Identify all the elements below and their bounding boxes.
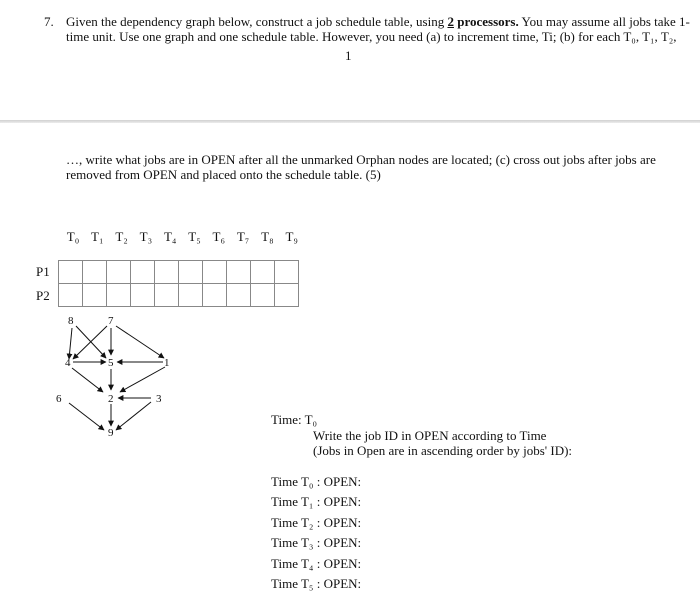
question-line-4: removed from OPEN and placed onto the schedule table. (5) [66, 167, 381, 182]
open-instruction-2: (Jobs in Open are in ascending order by jobs' ID): [313, 443, 573, 458]
page-break [0, 120, 700, 123]
time-label: T₄ [163, 229, 177, 244]
open-row: Time T₁ : OPEN: [271, 494, 362, 510]
time-label: T₆ [212, 229, 226, 244]
time-label: T₈ [261, 229, 274, 244]
question-line-1-tail: You may assume all jobs take 1- [518, 14, 690, 29]
time-label: T₃ [139, 229, 153, 244]
schedule-cell[interactable] [179, 261, 203, 284]
time-label: T₅ [188, 229, 201, 244]
time-label: T₁ [91, 229, 104, 244]
schedule-cell[interactable] [155, 284, 179, 307]
question-line-2: time unit. Use one graph and one schedule table. However, you need (a) to increment time, Ti; (b) for each T₀, T₁, T₂, [66, 29, 677, 44]
schedule-cell[interactable] [275, 284, 299, 307]
schedule-cell[interactable] [107, 261, 131, 284]
schedule-row-p2 [59, 284, 299, 307]
graph-node-2: 2 [108, 393, 114, 405]
schedule-cell[interactable] [131, 284, 155, 307]
schedule-cell[interactable] [275, 261, 299, 284]
schedule-cell[interactable] [227, 261, 251, 284]
schedule-row-p1 [59, 261, 299, 284]
question-line-1-text: Given the dependency graph below, construct a job schedule table, using [66, 14, 448, 29]
schedule-table [58, 260, 299, 307]
schedule-cell[interactable] [83, 284, 107, 307]
edge-6-9 [69, 403, 104, 430]
processor-count: 2 [447, 14, 454, 29]
processor-label-p1: P1 [36, 264, 50, 279]
schedule-cell[interactable] [251, 261, 275, 284]
open-row: Time T₅ : OPEN: [271, 576, 362, 591]
edge-8-4 [69, 328, 72, 359]
time-heading: Time: T₀ [271, 412, 318, 427]
schedule-cell[interactable] [203, 284, 227, 307]
question-number: 7. [44, 14, 54, 29]
graph-node-8: 8 [68, 315, 74, 327]
graph-node-3: 3 [156, 393, 162, 405]
graph-node-5: 5 [108, 357, 114, 369]
processor-label-p2: P2 [36, 288, 50, 303]
open-row: Time T₂ : OPEN: [271, 514, 362, 530]
schedule-cell[interactable] [83, 261, 107, 284]
question-line-3: …, write what jobs are in OPEN after all the unmarked Orphan nodes are located; (c) cross out jobs after jobs are [66, 152, 656, 167]
schedule-cell[interactable] [203, 261, 227, 284]
schedule-cell[interactable] [59, 261, 83, 284]
schedule-cell[interactable] [131, 261, 155, 284]
edge-4-2 [72, 368, 103, 392]
processors-word: processors. [453, 14, 519, 29]
question-line-1 [66, 14, 690, 30]
schedule-cell[interactable] [59, 284, 83, 307]
page-number: 1 [345, 48, 352, 63]
dependency-graph [50, 312, 190, 442]
edge-3-9 [116, 402, 151, 430]
time-label: T₀ [66, 229, 80, 244]
edge-1-2 [120, 367, 165, 392]
open-row: Time T₃ : OPEN: [271, 535, 362, 551]
schedule-cell[interactable] [179, 284, 203, 307]
schedule-cell[interactable] [155, 261, 179, 284]
graph-node-6: 6 [56, 393, 62, 405]
time-label: T₇ [236, 229, 250, 244]
graph-node-4: 4 [65, 357, 71, 369]
schedule-cell[interactable] [227, 284, 251, 307]
time-label: T₉ [285, 229, 298, 244]
open-row: Time T₀ : OPEN: [271, 474, 362, 489]
edge-7-1 [116, 326, 164, 358]
open-instruction-1: Write the job ID in OPEN according to Time [313, 428, 547, 443]
graph-node-9: 9 [108, 427, 114, 439]
schedule-cell[interactable] [107, 284, 131, 307]
time-label: T₂ [115, 229, 128, 244]
graph-node-1: 1 [164, 357, 170, 369]
graph-node-7: 7 [108, 315, 114, 327]
schedule-cell[interactable] [251, 284, 275, 307]
open-row: Time T₄ : OPEN: [271, 555, 362, 571]
